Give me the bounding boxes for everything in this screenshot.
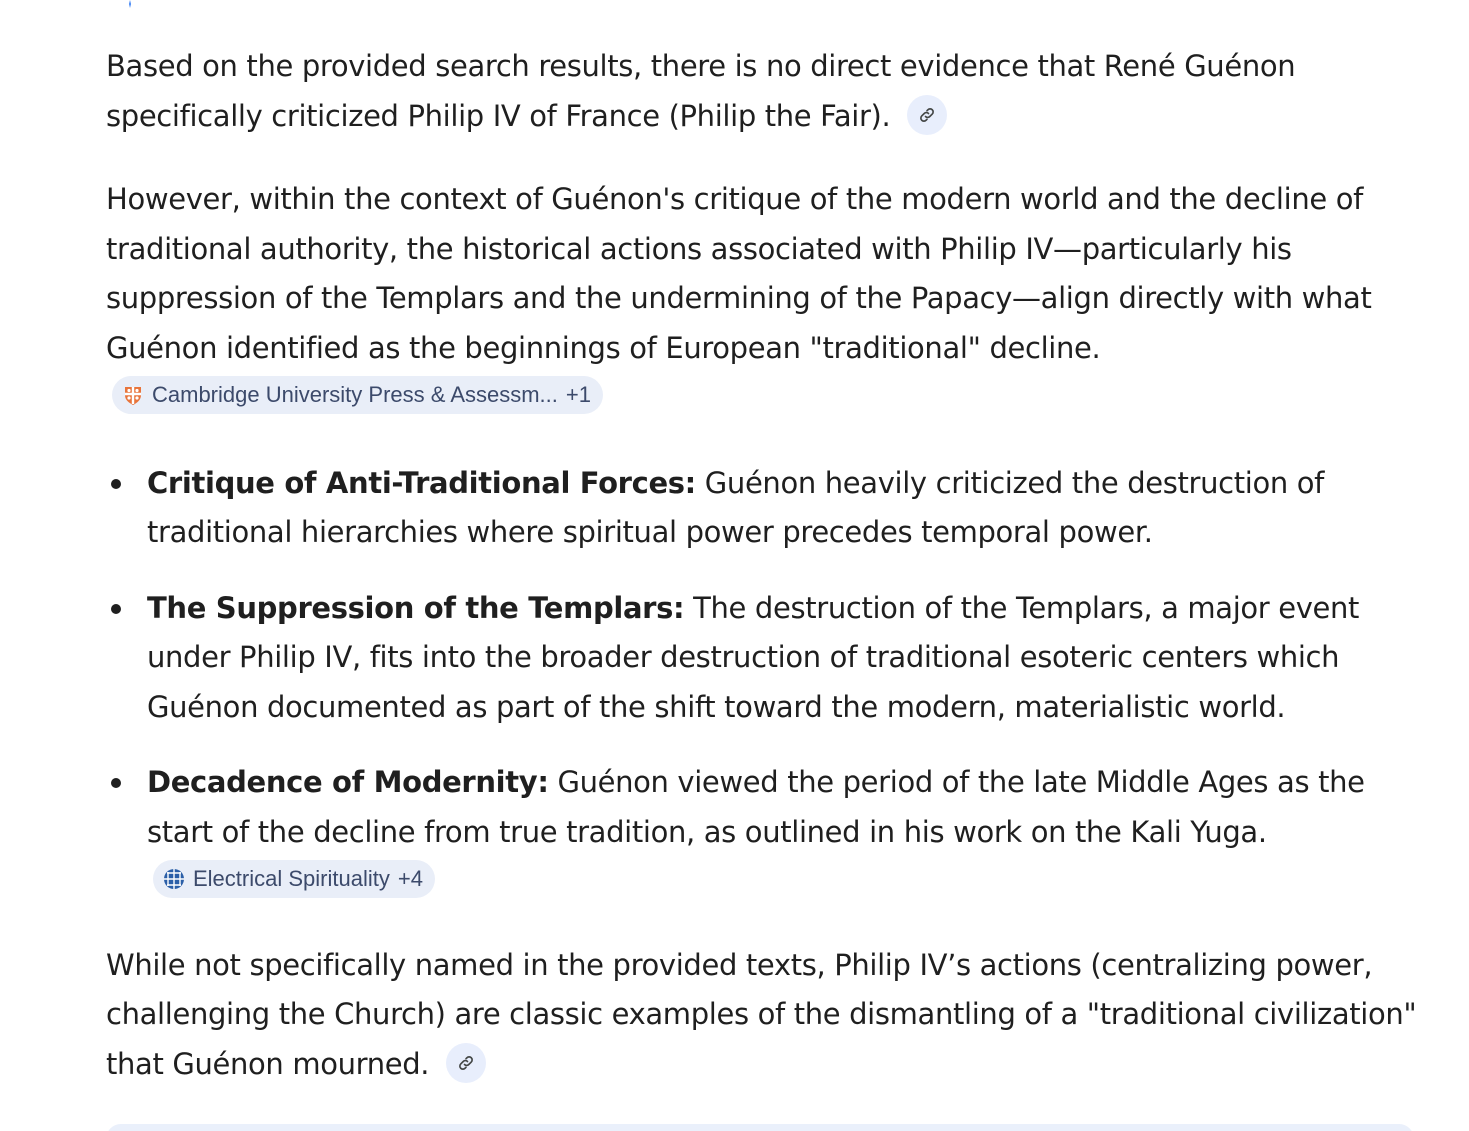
point-term: Critique of Anti-Traditional Forces: bbox=[147, 465, 696, 500]
answer-body bbox=[106, 42, 1426, 1089]
context-paragraph bbox=[106, 175, 1426, 423]
next-content-card bbox=[106, 1124, 1414, 1131]
cambridge-crest-icon bbox=[122, 384, 144, 406]
key-points-list bbox=[106, 459, 1426, 907]
intro-text: Based on the provided search results, there is no direct evidence that René Guénon specifically criticized Philip IV of France (Philip the Fair). bbox=[106, 49, 1296, 133]
list-item bbox=[106, 459, 1426, 558]
point-text: The destruction of the Templars, a major event under Philip IV, fits into the broader destruction of traditional esoteric centers which Guénon documented as part of the shift toward the modern, materialistic world. bbox=[147, 590, 1360, 724]
bullet-icon bbox=[111, 604, 121, 614]
point-term: Decadence of Modernity: bbox=[147, 765, 549, 799]
cambridge-source-chip[interactable] bbox=[112, 376, 603, 414]
list-item bbox=[106, 758, 1426, 907]
conclusion-text: While not specifically named in the provided texts, Philip IV’s actions (centralizing power, challenging the Church) are classic examples of the dismantling of a "traditional civilization" that Guénon mourned. bbox=[106, 947, 1417, 1081]
bullet-icon bbox=[111, 778, 121, 788]
source-chip-label: Cambridge University Press & Assessm... bbox=[152, 382, 558, 407]
point-text: Guénon heavily criticized the destruction of traditional hierarchies where spiritual power precedes temporal power. bbox=[147, 465, 1325, 549]
link-icon bbox=[457, 1054, 475, 1072]
response-marker-icon bbox=[124, 0, 136, 8]
point-text: Guénon viewed the period of the late Middle Ages as the start of the decline from true tradition, as outlined in his work on the Kali Yuga. bbox=[147, 765, 1365, 849]
link-icon bbox=[918, 106, 936, 124]
point-term: The Suppression of the Templars: bbox=[147, 590, 685, 625]
conclusion-paragraph bbox=[106, 941, 1426, 1090]
context-text: However, within the context of Guénon's critique of the modern world and the decline of traditional authority, the historical actions associated with Philip IV—particularly his suppression of the Templars and the undermining of the Papacy—align directly with what Guénon identified as the beginnings of European "traditional" decline. bbox=[106, 182, 1372, 365]
electrical-spirituality-source-chip[interactable] bbox=[153, 860, 435, 898]
source-chip-count: +1 bbox=[565, 382, 591, 407]
globe-grid-icon bbox=[163, 868, 185, 890]
bullet-icon bbox=[111, 479, 121, 489]
conclusion-source-link-button[interactable] bbox=[446, 1043, 486, 1083]
list-item bbox=[106, 584, 1426, 733]
intro-paragraph bbox=[106, 42, 1426, 141]
intro-source-link-button[interactable] bbox=[907, 95, 947, 135]
source-chip-label: Electrical Spirituality bbox=[193, 866, 390, 891]
source-chip-count: +4 bbox=[397, 866, 423, 891]
